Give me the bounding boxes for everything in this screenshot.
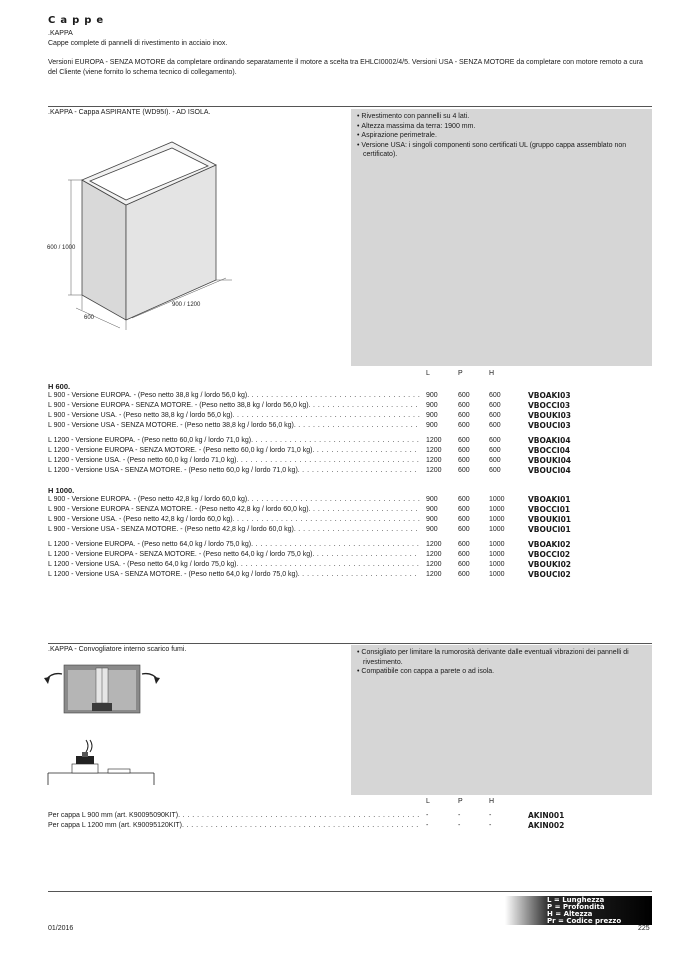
row-code: VBOUKI01 [528, 515, 572, 524]
divider-section-2 [48, 643, 652, 644]
legend-item: Pr = Codice prezzo [547, 917, 622, 925]
row-length: 900 [426, 422, 438, 429]
row-length: - [426, 822, 429, 829]
row-height: 1000 [489, 561, 505, 568]
row-depth: 600 [458, 422, 470, 429]
column-header-p: P [458, 798, 463, 805]
group-title-h1000: H 1000. [48, 486, 75, 495]
row-code: AKIN001 [528, 811, 565, 820]
table-row [48, 550, 652, 560]
divider-section-1 [48, 106, 652, 107]
row-description: L 900 - Versione USA - SENZA MOTORE. - (Peso netto 38,8 kg / lordo 56,0 kg). . . . [48, 421, 420, 431]
feature-item: • Versione USA: i singoli componenti sono certificati UL (gruppo cappa assemblato non certificato). [355, 141, 649, 160]
row-depth: 600 [458, 457, 470, 464]
product-description: Cappe complete di pannelli di rivestimento in acciaio inox. [48, 39, 228, 47]
table-row [48, 505, 652, 515]
row-height: 1000 [489, 571, 505, 578]
row-description: Per cappa L 900 mm (art. K90095090KIT). . . . [48, 811, 420, 821]
row-code: VBOUCI02 [528, 570, 571, 579]
section-1-label: .KAPPA - Cappa ASPIRANTE (WD95I). - AD ISOLA. [48, 109, 211, 116]
row-depth: - [458, 822, 461, 829]
footer-date: 01/2016 [48, 925, 74, 932]
product-line: .KAPPA [48, 30, 73, 37]
column-header-h: H [489, 798, 495, 805]
row-description: L 1200 - Versione USA - SENZA MOTORE. - (Peso netto 60,0 kg / lordo 71,0 kg). . . . [48, 466, 420, 476]
row-height: 1000 [489, 526, 505, 533]
exhaust-conveyor-drawing [42, 660, 162, 785]
features-list-2 [351, 645, 649, 677]
legend-item: P = Profondità [547, 903, 605, 911]
row-code: VBOUKI02 [528, 560, 572, 569]
feature-item: • Rivestimento con pannelli su 4 lati. [355, 112, 649, 122]
row-length: 900 [426, 392, 438, 399]
row-description: L 900 - Versione EUROPA - SENZA MOTORE. - (Peso netto 38,8 kg / lordo 56,0 kg). . . . [48, 401, 420, 411]
row-height: - [489, 812, 492, 819]
table-row [48, 446, 652, 456]
row-length: 900 [426, 496, 438, 503]
row-height: 600 [489, 422, 501, 429]
table-row [48, 456, 652, 466]
row-depth: 600 [458, 467, 470, 474]
row-description: L 900 - Versione EUROPA - SENZA MOTORE. - (Peso netto 42,8 kg / lordo 60,0 kg). . . . [48, 505, 420, 515]
row-code: VBOCCI03 [528, 401, 571, 410]
table-row [48, 570, 652, 580]
row-description: L 900 - Versione USA - SENZA MOTORE. - (Peso netto 42,8 kg / lordo 60,0 kg). . . . [48, 525, 420, 535]
row-depth: 600 [458, 496, 470, 503]
row-height: 600 [489, 457, 501, 464]
row-length: 1200 [426, 457, 442, 464]
row-length: 900 [426, 526, 438, 533]
row-height: 600 [489, 402, 501, 409]
table-row [48, 540, 652, 550]
row-description: L 900 - Versione EUROPA. - (Peso netto 42,8 kg / lordo 60,0 kg). . . . [48, 495, 420, 505]
row-depth: 600 [458, 392, 470, 399]
feature-item: • Aspirazione perimetrale. [355, 131, 649, 141]
table-row [48, 821, 652, 831]
feature-item: • Altezza massima da terra: 1900 mm. [355, 122, 649, 132]
row-description: L 1200 - Versione EUROPA - SENZA MOTORE. - (Peso netto 60,0 kg / lordo 71,0 kg). . . . [48, 446, 420, 456]
row-code: VBOUKI04 [528, 456, 572, 465]
table-row [48, 525, 652, 535]
row-length: 1200 [426, 541, 442, 548]
row-height: 600 [489, 447, 501, 454]
row-height: 1000 [489, 551, 505, 558]
row-code: VBOCCI04 [528, 446, 571, 455]
table-row [48, 466, 652, 476]
row-description: L 1200 - Versione EUROPA - SENZA MOTORE. - (Peso netto 64,0 kg / lordo 75,0 kg). . . . [48, 550, 420, 560]
row-length: 1200 [426, 437, 442, 444]
row-depth: 600 [458, 571, 470, 578]
row-height: 1000 [489, 516, 505, 523]
column-header-h: H [489, 370, 495, 377]
row-description: L 900 - Versione USA. - (Peso netto 38,8 kg / lordo 56,0 kg). . . . [48, 411, 420, 421]
row-code: VBOUKI03 [528, 411, 572, 420]
row-depth: 600 [458, 412, 470, 419]
legend-box [505, 896, 652, 925]
row-depth: 600 [458, 516, 470, 523]
feature-item: • Consigliato per limitare la rumorosità derivante dalle eventuali vibrazioni dei pannelli di rivestimento. [355, 648, 649, 667]
row-code: VBOUCI03 [528, 421, 571, 430]
table-row [48, 515, 652, 525]
row-depth: 600 [458, 437, 470, 444]
table-row [48, 421, 652, 431]
dimension-width-label: 900 / 1200 [172, 302, 201, 308]
dimension-depth-label: 600 [84, 315, 95, 321]
group-title-h600: H 600. [48, 382, 71, 391]
row-length: 900 [426, 516, 438, 523]
row-code: VBOUCI04 [528, 466, 571, 475]
row-depth: 600 [458, 541, 470, 548]
row-length: 900 [426, 506, 438, 513]
row-depth: 600 [458, 561, 470, 568]
row-code: VBOCCI01 [528, 505, 571, 514]
row-description: L 900 - Versione EUROPA. - (Peso netto 38,8 kg / lordo 56,0 kg). . . . [48, 391, 420, 401]
intro-block [48, 29, 648, 77]
row-code: VBOAKI03 [528, 391, 571, 400]
table-row [48, 391, 652, 401]
column-header-p: P [458, 370, 463, 377]
row-code: VBOAKI01 [528, 495, 571, 504]
features-list-1 [351, 109, 649, 160]
row-description: L 1200 - Versione USA. - (Peso netto 64,0 kg / lordo 75,0 kg). . . . [48, 560, 420, 570]
row-depth: 600 [458, 506, 470, 513]
row-height: 600 [489, 467, 501, 474]
row-description: Per cappa L 1200 mm (art. K90095120KIT). . . . [48, 821, 420, 831]
row-code: VBOAKI02 [528, 540, 571, 549]
row-height: 1000 [489, 506, 505, 513]
row-code: VBOCCI02 [528, 550, 571, 559]
column-header-l: L [426, 798, 430, 805]
table-row [48, 811, 652, 821]
legend-list [547, 897, 621, 925]
feature-item: • Compatibile con cappa a parete o ad isola. [355, 667, 649, 677]
row-height: 1000 [489, 496, 505, 503]
row-depth: 600 [458, 526, 470, 533]
dimension-height-label: 600 / 1000 [47, 245, 76, 251]
row-description: L 1200 - Versione EUROPA. - (Peso netto 60,0 kg / lordo 71,0 kg). . . . [48, 436, 420, 446]
row-height: 600 [489, 412, 501, 419]
row-length: 900 [426, 412, 438, 419]
row-depth: - [458, 812, 461, 819]
row-length: 1200 [426, 561, 442, 568]
row-description: L 900 - Versione USA. - (Peso netto 42,8 kg / lordo 60,0 kg). . . . [48, 515, 420, 525]
row-height: 600 [489, 437, 501, 444]
row-height: 600 [489, 392, 501, 399]
legend-item: L = Lunghezza [547, 896, 605, 904]
features-box-1 [351, 109, 652, 366]
row-height: 1000 [489, 541, 505, 548]
hood-island-drawing [46, 130, 246, 330]
row-length: 1200 [426, 571, 442, 578]
row-description: L 1200 - Versione USA. - (Peso netto 60,0 kg / lordo 71,0 kg). . . . [48, 456, 420, 466]
row-length: 900 [426, 402, 438, 409]
row-description: L 1200 - Versione USA - SENZA MOTORE. - (Peso netto 64,0 kg / lordo 75,0 kg). . . . [48, 570, 420, 580]
versions-note: Versioni EUROPA - SENZA MOTORE da completare ordinando separatamente il motore a scelta tra EHLCI0002/4/5. Versioni USA - SENZA MOTORE da completare con motore remoto a cura del Cliente (viene fornito lo schema tecnico di collegamento). [48, 59, 643, 76]
row-length: 1200 [426, 551, 442, 558]
row-depth: 600 [458, 551, 470, 558]
table-row [48, 560, 652, 570]
row-code: VBOUCI01 [528, 525, 571, 534]
row-height: - [489, 822, 492, 829]
row-description: L 1200 - Versione EUROPA. - (Peso netto 64,0 kg / lordo 75,0 kg). . . . [48, 540, 420, 550]
row-length: 1200 [426, 467, 442, 474]
table-row [48, 495, 652, 505]
page-number: 225 [638, 925, 650, 932]
divider-footer [48, 891, 652, 892]
page-title: Cappe [48, 15, 109, 26]
row-code: AKIN002 [528, 821, 565, 830]
row-depth: 600 [458, 447, 470, 454]
table-row [48, 436, 652, 446]
legend-item: H = Altezza [547, 910, 593, 918]
section-2-label: .KAPPA - Convogliatore interno scarico fumi. [48, 646, 187, 653]
column-header-l: L [426, 370, 430, 377]
row-depth: 600 [458, 402, 470, 409]
table-row [48, 411, 652, 421]
row-code: VBOAKI04 [528, 436, 571, 445]
row-length: 1200 [426, 447, 442, 454]
row-length: - [426, 812, 429, 819]
table-row [48, 401, 652, 411]
features-box-2 [351, 645, 652, 795]
